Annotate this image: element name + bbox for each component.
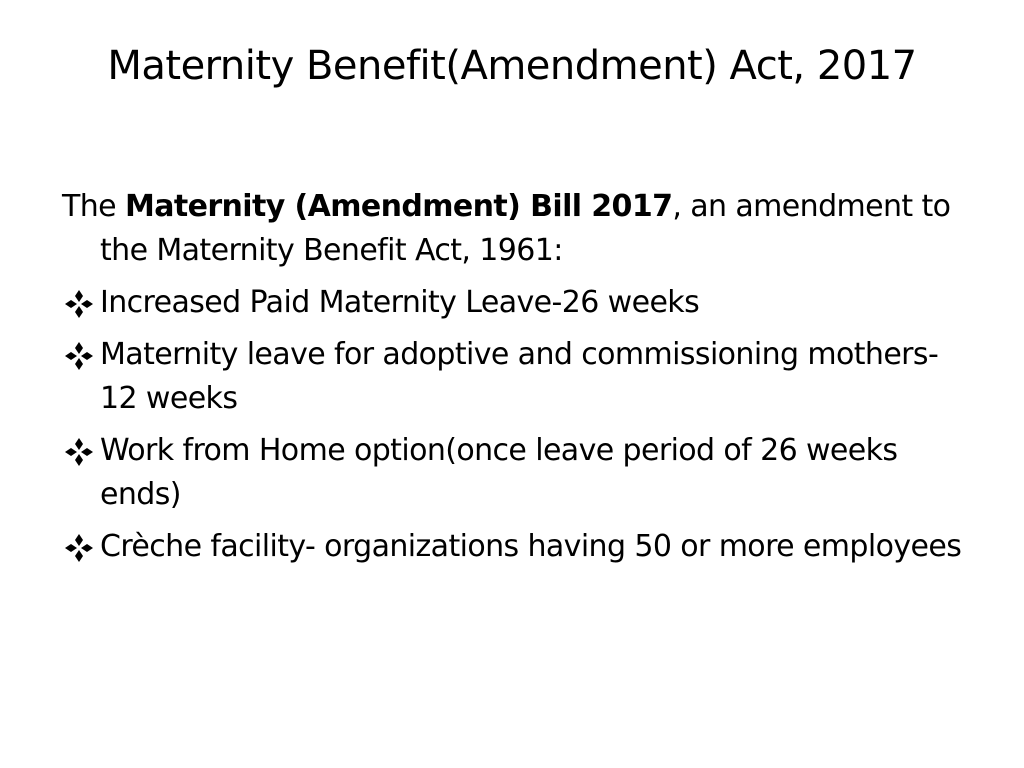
bullet-text: Work from Home option(once leave period of 26 weeks ends): [100, 433, 898, 512]
intro-suffix: , an amendment to the Maternity Benefit Act, 1961:: [100, 189, 951, 268]
bullet-item: [62, 525, 972, 569]
diamond-bullet-icon: [64, 341, 94, 371]
bullet-text: Increased Paid Maternity Leave-26 weeks: [100, 285, 700, 320]
bullet-text: Maternity leave for adoptive and commissioning mothers-12 weeks: [100, 337, 939, 416]
bullet-item: [62, 429, 972, 517]
diamond-bullet-icon: [64, 437, 94, 467]
bullet-item: [62, 333, 972, 421]
slide-content: [62, 185, 972, 577]
intro-bill-name: Maternity (Amendment) Bill 2017: [124, 189, 673, 224]
intro-prefix: The: [62, 189, 125, 224]
bullet-item: [62, 281, 972, 325]
slide-title: Maternity Benefit(Amendment) Act, 2017: [107, 43, 917, 89]
diamond-bullet-icon: [64, 533, 94, 563]
bullet-text: Crèche facility- organizations having 50 or more employees: [100, 529, 962, 564]
diamond-bullet-icon: [64, 289, 94, 319]
intro-paragraph: [62, 185, 972, 273]
